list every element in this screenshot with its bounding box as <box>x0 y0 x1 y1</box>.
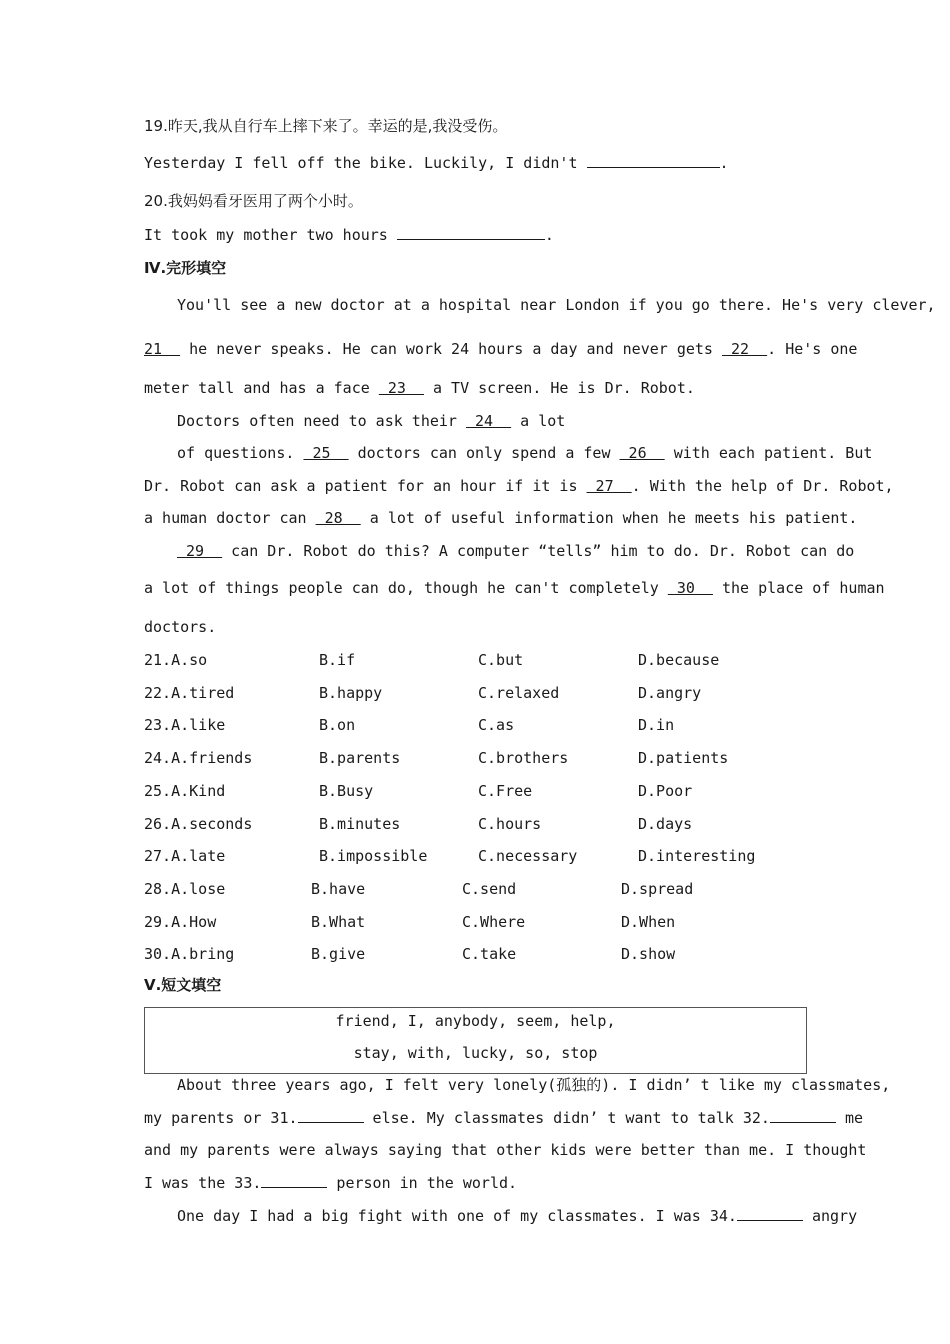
question-19-chinese: 19.昨天,我从自行车上摔下来了。幸运的是,我没受伤。 <box>144 117 508 135</box>
option-24-b[interactable] <box>319 748 400 768</box>
cloze-line-10: doctors. <box>144 618 217 636</box>
option-text: C.relaxed <box>478 684 560 702</box>
cloze-line-6 <box>144 476 894 496</box>
question-number: 23. <box>144 716 172 734</box>
option-26-a[interactable] <box>144 814 252 834</box>
option-text: D.angry <box>638 684 702 702</box>
answer-blank-19[interactable] <box>587 153 720 168</box>
option-text: A.late <box>171 847 226 865</box>
option-28-a[interactable] <box>144 879 225 899</box>
cloze-text: . With the help of Dr. Robot, <box>631 477 894 495</box>
option-29-d[interactable] <box>621 912 675 932</box>
passage-text: me <box>835 1109 864 1127</box>
passage-line-3: and my parents were always saying that other kids were better than me. I thought <box>144 1141 867 1159</box>
cloze-text: a human doctor can <box>144 509 316 527</box>
blank-29: 29 <box>177 542 223 560</box>
option-text: A.How <box>171 913 217 931</box>
question-number: 24. <box>144 749 172 767</box>
passage-line-5 <box>177 1206 858 1226</box>
option-text: A.lose <box>171 880 226 898</box>
option-30-c[interactable] <box>462 944 516 964</box>
blank-25: 25 <box>303 444 349 462</box>
option-text: B.have <box>311 880 366 898</box>
passage-text: person in the world. <box>327 1174 518 1192</box>
answer-blank-32[interactable] <box>770 1108 836 1123</box>
question-number: 30. <box>144 945 172 963</box>
option-text: A.seconds <box>171 815 253 833</box>
option-text: A.tired <box>171 684 235 702</box>
answer-blank-31[interactable] <box>298 1108 364 1123</box>
option-text: D.interesting <box>638 847 756 865</box>
option-23-d[interactable] <box>638 715 674 735</box>
passage-text: I was the 33. <box>144 1174 262 1192</box>
word-bank-line-1: friend, I, anybody, seem, help, <box>335 1012 616 1030</box>
cloze-text: doctors can only spend a few <box>348 444 620 462</box>
option-29-b[interactable] <box>311 912 365 932</box>
option-text: C.hours <box>478 815 542 833</box>
cloze-text: of questions. <box>177 444 304 462</box>
option-21-b[interactable] <box>319 650 355 670</box>
option-25-c[interactable] <box>478 781 532 801</box>
option-text: D.in <box>638 716 675 734</box>
option-text: D.spread <box>621 880 694 898</box>
option-25-a[interactable] <box>144 781 225 801</box>
option-26-c[interactable] <box>478 814 541 834</box>
option-text: B.parents <box>319 749 401 767</box>
option-text: C.take <box>462 945 517 963</box>
question-number: 22. <box>144 684 172 702</box>
section-5-title: Ⅴ.短文填空 <box>144 976 222 994</box>
option-text: A.friends <box>171 749 253 767</box>
option-23-c[interactable] <box>478 715 514 735</box>
option-text: B.on <box>319 716 356 734</box>
option-text: B.if <box>319 651 356 669</box>
option-21-c[interactable] <box>478 650 523 670</box>
cloze-text: with each patient. But <box>664 444 873 462</box>
option-text: C.but <box>478 651 524 669</box>
option-text: A.bring <box>171 945 235 963</box>
option-28-c[interactable] <box>462 879 516 899</box>
option-text: B.Busy <box>319 782 374 800</box>
option-text: B.give <box>311 945 366 963</box>
option-28-b[interactable] <box>311 879 365 899</box>
passage-line-4 <box>144 1173 806 1193</box>
question-20-english <box>144 225 806 245</box>
section-4-title: Ⅳ.完形填空 <box>144 259 227 277</box>
period: . <box>719 154 729 172</box>
answer-blank-34[interactable] <box>737 1206 803 1221</box>
option-text: D.patients <box>638 749 729 767</box>
option-23-a[interactable] <box>144 715 225 735</box>
option-text: C.necessary <box>478 847 578 865</box>
option-22-d[interactable] <box>638 683 701 703</box>
option-24-d[interactable] <box>638 748 728 768</box>
question-number: 28. <box>144 880 172 898</box>
cloze-text: a TV screen. He is Dr. Robot. <box>423 379 695 397</box>
option-28-d[interactable] <box>621 879 693 899</box>
cloze-line-7 <box>144 508 858 528</box>
option-27-b[interactable] <box>319 846 427 866</box>
option-29-a[interactable] <box>144 912 216 932</box>
option-text: C.Free <box>478 782 533 800</box>
cloze-line-1: You'll see a new doctor at a hospital near London if you go there. He's very clever, <box>177 296 936 314</box>
cloze-text: he never speaks. He can work 24 hours a day and never gets <box>180 340 722 358</box>
cloze-text: the place of human <box>712 579 885 597</box>
option-24-c[interactable] <box>478 748 568 768</box>
cloze-text: Doctors often need to ask their <box>177 412 466 430</box>
blank-26: 26 <box>619 444 665 462</box>
answer-blank-33[interactable] <box>261 1173 327 1188</box>
blank-23: 23 <box>378 379 424 397</box>
blank-24: 24 <box>465 412 512 430</box>
passage-text: my parents or 31. <box>144 1109 298 1127</box>
option-text: A.like <box>171 716 226 734</box>
option-text: C.as <box>478 716 515 734</box>
cloze-line-3 <box>144 378 806 398</box>
option-text: B.happy <box>319 684 383 702</box>
question-20-text: It took my mother two hours <box>144 226 388 244</box>
option-text: A.Kind <box>171 782 226 800</box>
option-26-b[interactable] <box>319 814 400 834</box>
option-27-d[interactable] <box>638 846 755 866</box>
cloze-line-8 <box>177 541 855 561</box>
option-29-c[interactable] <box>462 912 525 932</box>
passage-text: One day I had a big fight with one of my classmates. I was 34. <box>177 1207 737 1225</box>
option-23-b[interactable] <box>319 715 355 735</box>
blank-22: 22 <box>721 340 768 358</box>
option-27-c[interactable] <box>478 846 577 866</box>
passage-line-1: About three years ago, I felt very lonely(孤独的). I didn’ t like my classmates, <box>177 1076 891 1094</box>
option-22-a[interactable] <box>144 683 234 703</box>
cloze-text: a lot of useful information when he meets his patient. <box>360 509 858 527</box>
option-22-c[interactable] <box>478 683 559 703</box>
word-bank-line-2: stay, with, lucky, so, stop <box>353 1044 598 1062</box>
option-21-a[interactable] <box>144 650 207 670</box>
option-24-a[interactable] <box>144 748 252 768</box>
period: . <box>544 226 554 244</box>
blank-30: 30 <box>667 579 713 597</box>
option-text: D.Poor <box>638 782 693 800</box>
blank-21: 21 <box>144 340 181 358</box>
option-text: D.because <box>638 651 720 669</box>
passage-line-2 <box>144 1108 864 1128</box>
word-bank-box <box>144 1007 807 1074</box>
option-30-a[interactable] <box>144 944 234 964</box>
cloze-line-9 <box>144 578 885 598</box>
option-text: D.When <box>621 913 676 931</box>
passage-text: else. My classmates didn’ t want to talk 32. <box>363 1109 770 1127</box>
cloze-line-2 <box>144 339 858 359</box>
answer-blank-20[interactable] <box>397 225 545 240</box>
cloze-text: . He's one <box>767 340 858 358</box>
option-26-d[interactable] <box>638 814 692 834</box>
question-19-text: Yesterday I fell off the bike. Luckily, I didn't <box>144 154 578 172</box>
question-number: 27. <box>144 847 172 865</box>
option-27-a[interactable] <box>144 846 225 866</box>
question-number: 26. <box>144 815 172 833</box>
cloze-text: can Dr. Robot do this? A computer “tells” him to do. Dr. Robot can do <box>222 542 855 560</box>
option-25-d[interactable] <box>638 781 692 801</box>
cloze-text: meter tall and has a face <box>144 379 379 397</box>
option-30-b[interactable] <box>311 944 365 964</box>
cloze-text: a lot of things people can do, though he can't completely <box>144 579 668 597</box>
cloze-text: a lot <box>511 412 566 430</box>
blank-27: 27 <box>586 477 632 495</box>
option-text: C.brothers <box>478 749 569 767</box>
option-30-d[interactable] <box>621 944 675 964</box>
cloze-text: Dr. Robot can ask a patient for an hour if it is <box>144 477 587 495</box>
question-number: 25. <box>144 782 172 800</box>
option-text: C.send <box>462 880 517 898</box>
cloze-line-4 <box>177 411 806 431</box>
cloze-line-5 <box>177 443 873 463</box>
option-text: D.show <box>621 945 676 963</box>
option-text: B.impossible <box>319 847 428 865</box>
option-text: B.minutes <box>319 815 401 833</box>
passage-text: angry <box>802 1207 858 1225</box>
question-number: 29. <box>144 913 172 931</box>
option-25-b[interactable] <box>319 781 373 801</box>
option-text: D.days <box>638 815 693 833</box>
option-21-d[interactable] <box>638 650 719 670</box>
option-text: A.so <box>171 651 208 669</box>
question-number: 21. <box>144 651 172 669</box>
option-22-b[interactable] <box>319 683 382 703</box>
option-text: B.What <box>311 913 366 931</box>
blank-28: 28 <box>315 509 361 527</box>
question-19-english <box>144 153 806 173</box>
question-20-chinese: 20.我妈妈看牙医用了两个小时。 <box>144 192 363 210</box>
option-text: C.Where <box>462 913 526 931</box>
